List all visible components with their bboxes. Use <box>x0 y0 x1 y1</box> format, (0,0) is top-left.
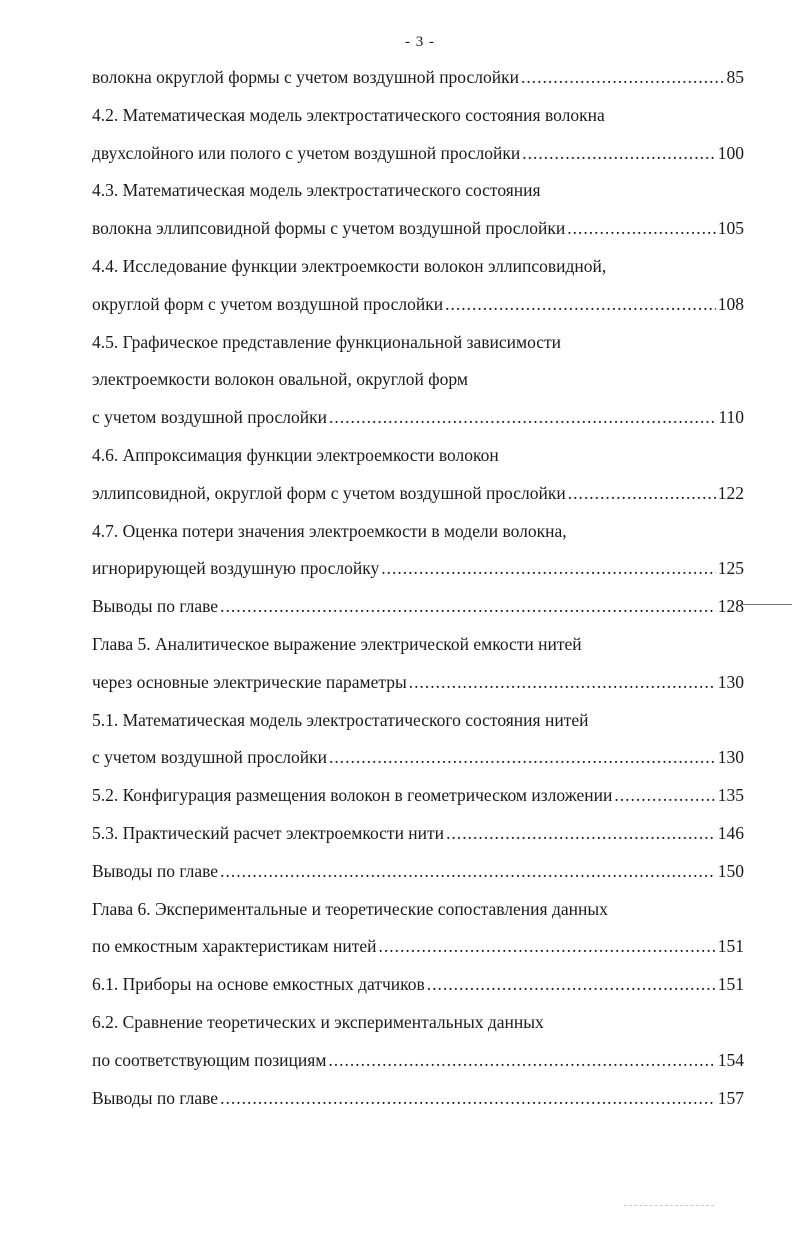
dot-leader <box>328 1045 715 1075</box>
toc-entry-title: электроемкости волокон овальной, округлой форм <box>92 369 468 390</box>
toc-entry-title: с учетом воздушной прослойки <box>92 747 328 768</box>
dot-leader <box>522 138 716 168</box>
toc-page-number: 150 <box>717 860 744 881</box>
toc-page-number: 125 <box>717 558 744 579</box>
dot-leader <box>427 969 716 999</box>
toc-entry <box>92 62 744 100</box>
dot-leader <box>381 553 716 583</box>
toc-entry <box>92 1083 744 1121</box>
toc-entry-continued <box>92 516 744 554</box>
dot-leader <box>614 780 715 810</box>
toc-page-number: 135 <box>717 785 744 806</box>
toc-entry-title: 6.1. Приборы на основе емкостных датчиков <box>92 974 425 995</box>
dot-leader <box>409 667 716 697</box>
toc-page-number: 100 <box>717 142 744 163</box>
toc-entry-continued <box>92 251 744 289</box>
toc-entry <box>92 402 744 440</box>
toc-entry-title: 4.6. Аппроксимация функции электроемкости волокон <box>92 444 499 465</box>
toc-entry <box>92 1045 744 1083</box>
toc-entry <box>92 591 744 629</box>
toc-entry-continued <box>92 327 744 365</box>
toc-page-number: 128 <box>717 596 744 617</box>
toc-entry-title: 4.2. Математическая модель электростатического состояния волокна <box>92 104 605 125</box>
toc-entry-title: Выводы по главе <box>92 860 219 881</box>
page-number: - 3 - <box>405 34 435 50</box>
toc-page-number: 154 <box>717 1049 744 1070</box>
dot-leader <box>446 818 716 848</box>
scan-artifact-dashes <box>624 1205 714 1210</box>
toc-page-number: 105 <box>717 218 744 239</box>
dot-leader <box>567 213 716 243</box>
dot-leader <box>568 478 716 508</box>
toc-entry-title: через основные электрические параметры <box>92 671 407 692</box>
toc-entry-continued <box>92 100 744 138</box>
toc-page-number: 130 <box>717 671 744 692</box>
table-of-contents <box>92 62 744 1120</box>
toc-entry <box>92 856 744 894</box>
toc-entry-continued <box>92 1007 744 1045</box>
toc-entry-title: по соответствующим позициям <box>92 1049 327 1070</box>
dot-leader <box>329 402 716 432</box>
toc-entry-continued <box>92 175 744 213</box>
dot-leader <box>220 591 716 621</box>
toc-page-number: 122 <box>717 482 744 503</box>
toc-page-number: 151 <box>717 974 744 995</box>
toc-entry <box>92 818 744 856</box>
toc-entry-title: волокна округлой формы с учетом воздушной прослойки <box>92 67 519 87</box>
dot-leader <box>521 62 725 92</box>
toc-entry <box>92 478 744 516</box>
toc-entry-title: 4.4. Исследование функции электроемкости волокон эллипсовидной, <box>92 255 607 276</box>
toc-entry-title: 4.7. Оценка потери значения электроемкости в модели волокна, <box>92 520 567 541</box>
toc-entry-title: по емкостным характеристикам нитей <box>92 936 377 957</box>
toc-page-number: 157 <box>717 1087 744 1108</box>
dot-leader <box>220 856 716 886</box>
dot-leader <box>445 289 716 319</box>
toc-entry-continued <box>92 364 744 402</box>
toc-entry-continued <box>92 440 744 478</box>
dot-leader <box>378 931 715 961</box>
toc-entry-title: Глава 6. Экспериментальные и теоретические сопоставления данных <box>92 898 608 919</box>
scan-artifact-line <box>740 604 792 607</box>
toc-page-number: 85 <box>726 67 744 87</box>
toc-entry-title: 4.3. Математическая модель электростатического состояния <box>92 180 541 201</box>
toc-entry <box>92 138 744 176</box>
toc-entry <box>92 667 744 705</box>
toc-entry-title: Глава 5. Аналитическое выражение электрической емкости нитей <box>92 633 582 654</box>
toc-entry-title: 5.1. Математическая модель электростатического состояния нитей <box>92 709 589 730</box>
toc-entry-title: Выводы по главе <box>92 596 219 617</box>
toc-entry <box>92 289 744 327</box>
toc-entry-title: с учетом воздушной прослойки <box>92 407 328 428</box>
toc-entry-title: эллипсовидной, округлой форм с учетом воздушной прослойки <box>92 482 566 503</box>
dot-leader <box>220 1083 716 1113</box>
toc-entry <box>92 780 744 818</box>
toc-entry-title: 5.2. Конфигурация размещения волокон в геометрическом изложении <box>92 785 613 806</box>
toc-entry-title: округлой форм с учетом воздушной прослойки <box>92 293 444 314</box>
toc-entry <box>92 931 744 969</box>
toc-page-number: 130 <box>717 747 744 768</box>
toc-page-number: 151 <box>717 936 744 957</box>
toc-entry-title: 5.3. Практический расчет электроемкости нити <box>92 822 445 843</box>
toc-entry <box>92 213 744 251</box>
toc-entry <box>92 969 744 1007</box>
toc-entry-title: игнорирующей воздушную прослойку <box>92 558 380 579</box>
toc-page-number: 108 <box>717 293 744 314</box>
toc-entry <box>92 553 744 591</box>
toc-entry-continued <box>92 705 744 743</box>
toc-page-number: 146 <box>717 822 744 843</box>
toc-entry-title: 4.5. Графическое представление функциональной зависимости <box>92 331 562 352</box>
toc-entry-title: Выводы по главе <box>92 1087 219 1108</box>
toc-entry-title: двухслойного или полого с учетом воздушной прослойки <box>92 142 521 163</box>
toc-entry-continued <box>92 629 744 667</box>
toc-page-number: 110 <box>718 407 744 428</box>
dot-leader <box>329 742 716 772</box>
toc-entry <box>92 742 744 780</box>
toc-entry-title: 6.2. Сравнение теоретических и экспериментальных данных <box>92 1011 544 1032</box>
toc-entry-title: волокна эллипсовидной формы с учетом воздушной прослойки <box>92 218 566 239</box>
toc-entry-continued <box>92 894 744 932</box>
